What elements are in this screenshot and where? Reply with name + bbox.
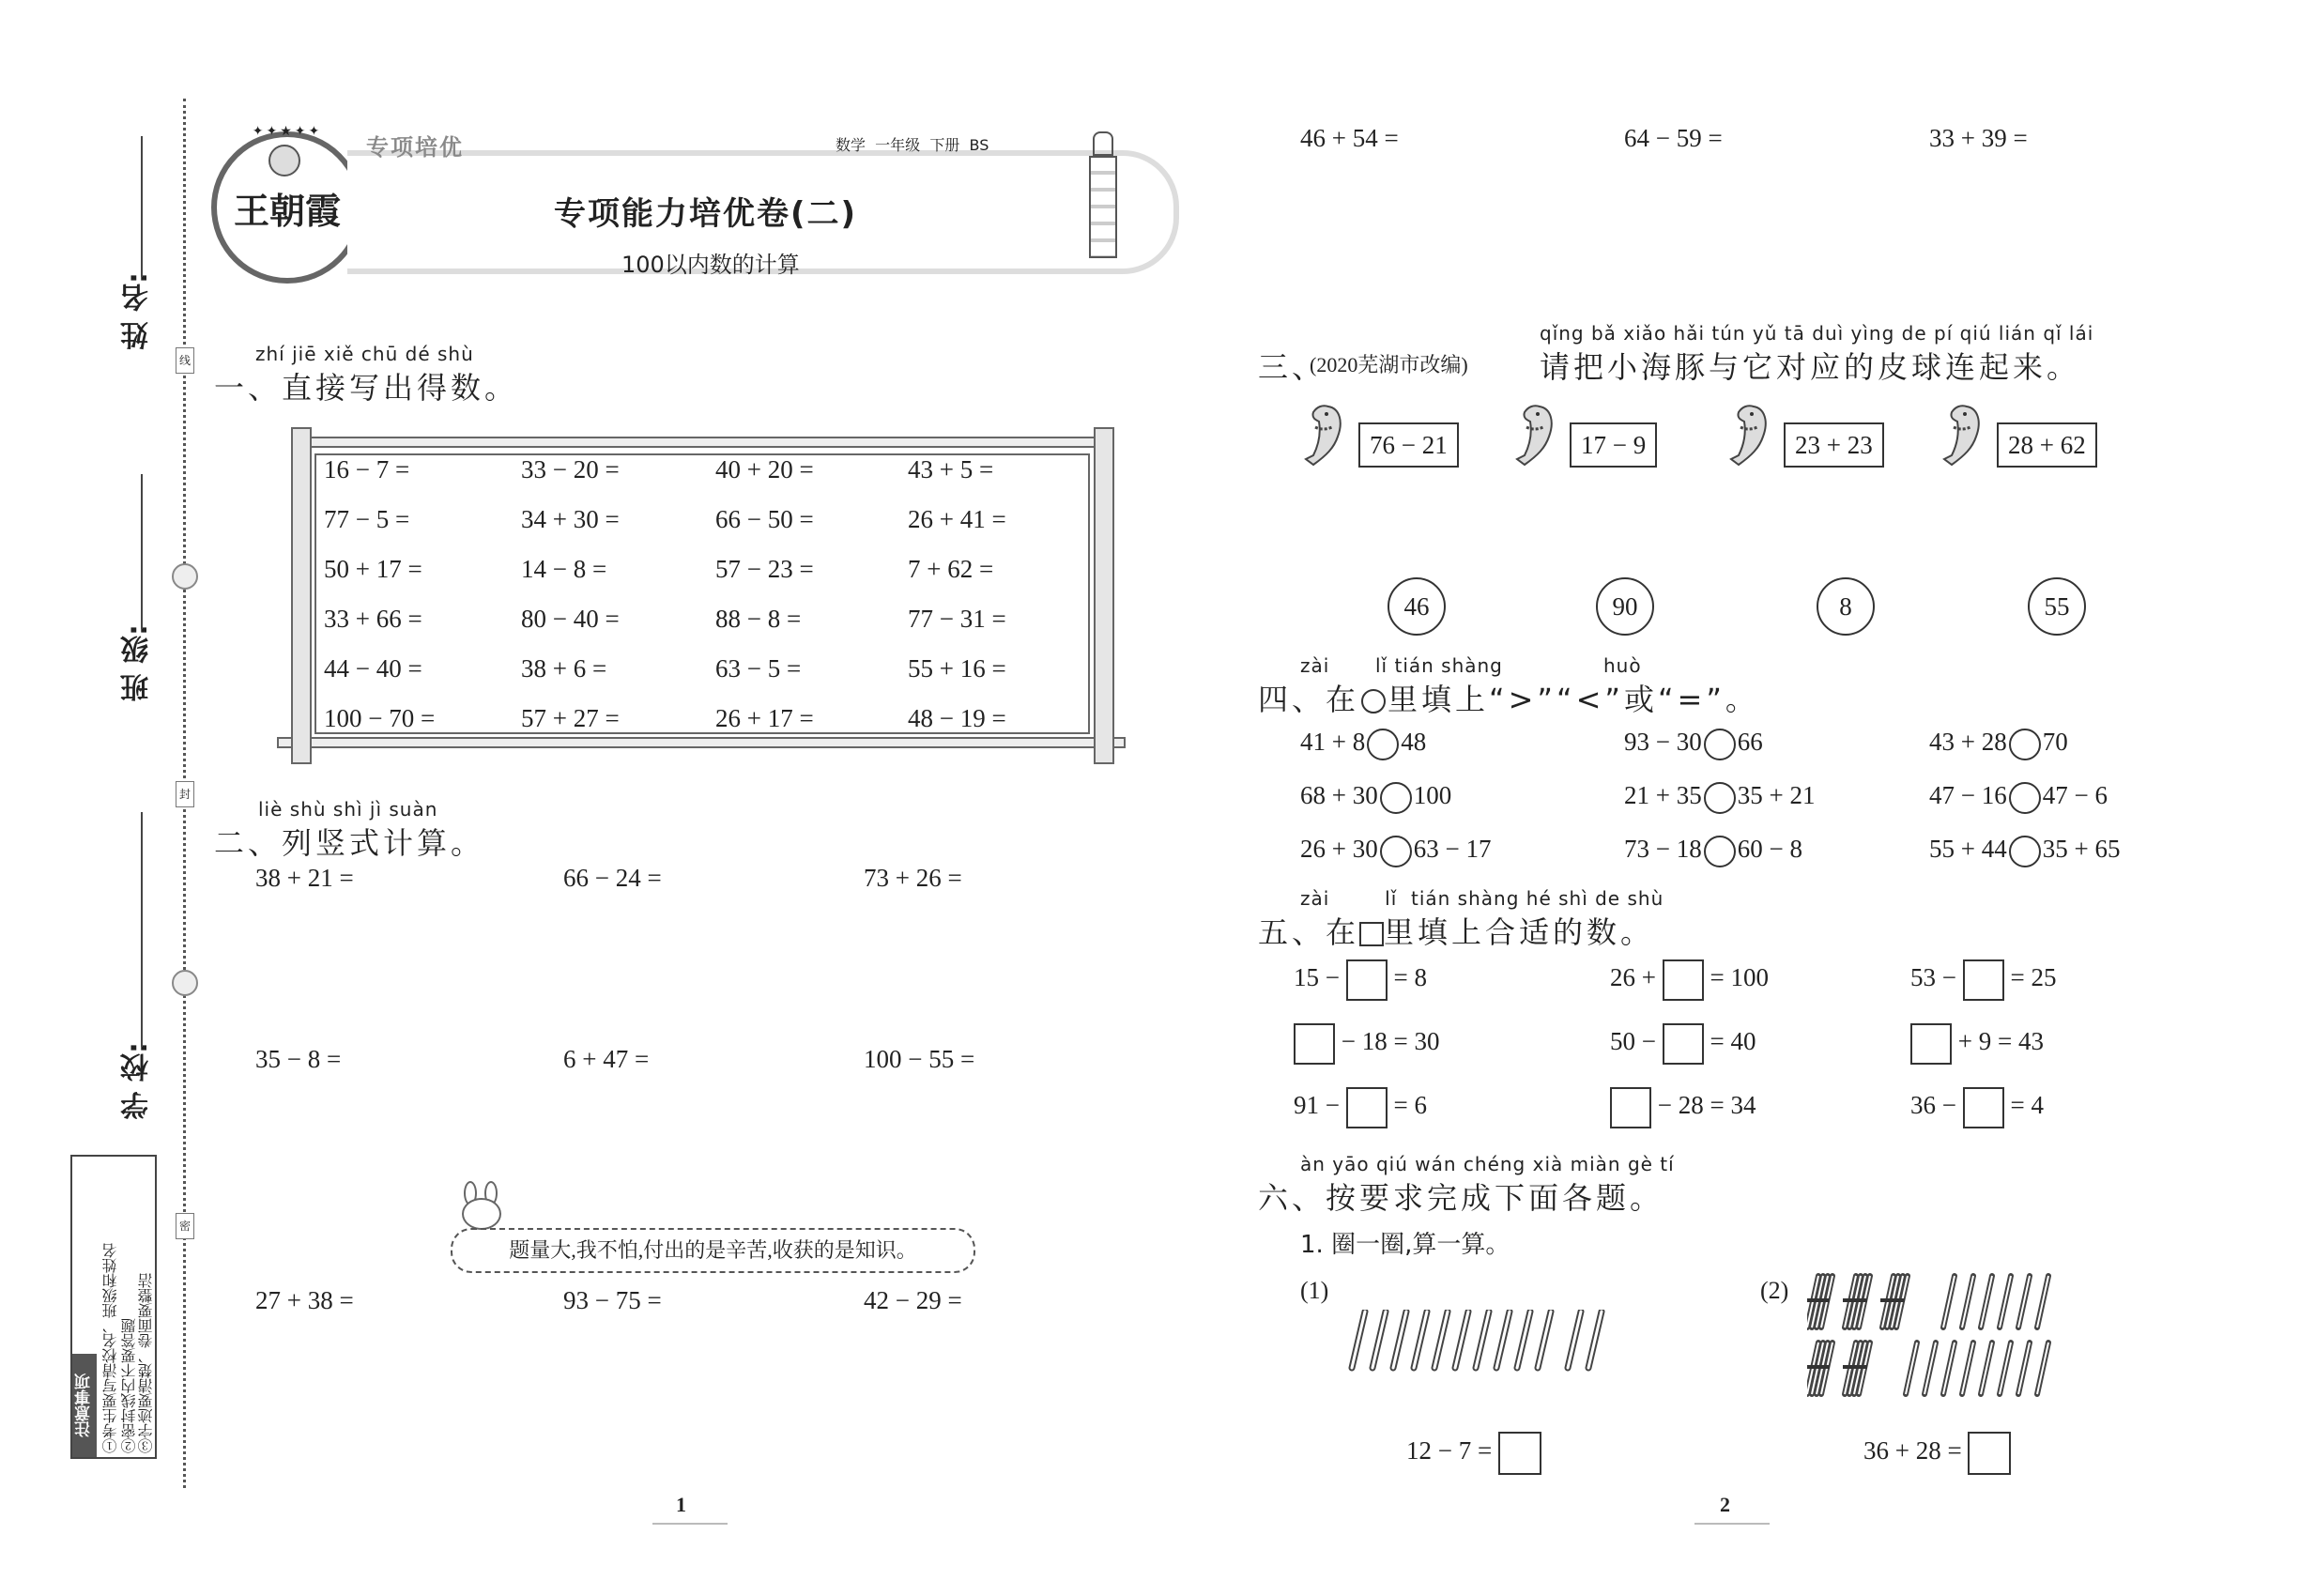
compare-circle[interactable] [1704,836,1736,867]
answer-box[interactable] [1346,959,1388,1001]
mental-calc-item: 40 + 20 = [715,455,814,483]
compare-left: 43 + 28 [1929,728,2007,756]
answer-box[interactable] [1610,1087,1651,1128]
equation-item: 64 − 59 = [1624,124,1723,152]
ball-circle[interactable]: 90 [1596,577,1654,636]
school-field[interactable] [141,812,143,1047]
section6-title: 六、按要求完成下面各题。 [1258,1180,1664,1216]
fill-box-item [1610,959,1769,1001]
answer-box[interactable] [1663,959,1704,1001]
mental-calc-item: 34 + 30 = [521,505,620,533]
brand-name: 王朝霞 [233,192,341,232]
vertical-calc-item: 27 + 38 = [255,1286,354,1314]
compare-left: 26 + 30 [1300,835,1378,863]
fill-right: = 4 [2010,1091,2044,1120]
fill-box-item [1610,1023,1756,1065]
fill-right: − 28 = 34 [1657,1091,1756,1120]
compare-right: 60 − 8 [1737,835,1802,863]
answer-box[interactable] [1663,1023,1704,1065]
part2-label: (2) [1760,1277,1789,1304]
compare-left: 47 − 16 [1929,781,2007,809]
mental-calc-item: 43 + 5 = [908,455,994,483]
mental-calc-item: 16 − 7 = [324,455,410,483]
page-ornament [652,1523,728,1525]
compare-item [1300,781,1451,814]
motto-bubble: 题量大,我不怕,付出的是辛苦,收获的是知识。 [451,1228,975,1273]
section3-prefix: 三、 [1258,349,1326,385]
mental-calc-item: 66 − 50 = [715,505,814,533]
notice-box [70,1155,157,1459]
square-symbol-icon [1359,922,1384,946]
lighthouse-icon [1089,131,1117,258]
section4-pinyin: lǐ tián shàng [1375,654,1503,677]
mental-calc-item: 48 − 19 = [908,704,1006,732]
circle-calc-eq2 [1863,1432,2011,1475]
compare-circle[interactable] [2009,836,2041,867]
fill-box-item [1910,1023,2044,1065]
fill-box-item [1294,959,1427,1001]
section4-pinyin: zài [1300,654,1330,677]
mental-calc-item: 38 + 6 = [521,654,607,683]
compare-left: 73 − 18 [1624,835,1702,863]
notice-item: ①考生要写清校名、班级和姓名 [103,1243,119,1453]
page-number-left: 1 [676,1493,686,1516]
mental-calc-item: 57 − 23 = [715,555,814,583]
section6-subtitle: 1. 圈一圈,算一算。 [1300,1231,1510,1259]
class-label: 班 级: [121,624,154,702]
frame-post-left [291,427,312,764]
vertical-calc-item: 73 + 26 = [864,864,962,892]
section3-title: 请把小海豚与它对应的皮球连起来。 [1540,349,2081,385]
compare-circle[interactable] [1367,729,1399,760]
header-meta: 数学 一年级 下册 BS [836,136,989,154]
compare-item [1624,781,1815,814]
compare-left: 68 + 30 [1300,781,1378,809]
compare-right: 63 − 17 [1413,835,1492,863]
fill-box-item [1910,1087,2044,1128]
mental-calc-item: 88 − 8 = [715,605,802,633]
seal-mark: 封 [176,781,194,807]
answer-box[interactable] [1963,1087,2004,1128]
fill-box-item [1910,959,2056,1001]
fill-box-item [1294,1087,1427,1128]
mental-calc-item: 33 + 66 = [324,605,422,633]
compare-circle[interactable] [1380,836,1412,867]
fill-right: = 6 [1393,1091,1427,1120]
page-title: 专项能力培优卷(二) [554,195,858,233]
section5-pinyin: zài lǐ tián shàng hé shì de shù [1300,887,1664,910]
dolphin-expression[interactable]: 28 + 62 [1997,422,2097,468]
vertical-calc-item: 93 − 75 = [563,1286,662,1314]
notice-title: 注意事项 [72,1354,97,1457]
compare-item [1929,835,2120,867]
mental-calc-item: 33 − 20 = [521,455,620,483]
vertical-calc-item: 100 − 55 = [864,1045,975,1073]
compare-left: 21 + 35 [1624,781,1702,809]
compare-item [1624,728,1763,760]
fill-box-item [1294,1023,1439,1065]
dolphin-expression[interactable]: 17 − 9 [1570,422,1657,468]
compare-circle[interactable] [1704,782,1736,814]
sticks-group-64[interactable] [1807,1272,2070,1404]
answer-box[interactable] [1294,1023,1335,1065]
equation-item: 33 + 39 = [1929,124,2028,152]
section5-title-a: 五、在 [1258,914,1360,950]
dolphin-icon [1725,399,1782,469]
ball-circle[interactable]: 8 [1817,577,1875,636]
answer-box[interactable] [1968,1432,2011,1475]
answer-box[interactable] [1498,1432,1541,1475]
brand-logo [211,124,363,284]
section3-pinyin: qǐng bǎ xiǎo hǎi tún yǔ tā duì yìng de pí qiú lián qǐ lái [1540,322,2094,345]
mental-calc-item: 7 + 62 = [908,555,994,583]
vertical-calc-item: 66 − 24 = [563,864,662,892]
compare-right: 66 [1737,728,1763,756]
compare-right: 47 − 6 [2042,781,2108,809]
frame-bar-bottom [277,737,1126,748]
binding-hole [172,970,198,996]
compare-circle[interactable] [1380,782,1412,814]
section4-title-b: 里填上“>”“<”或“=”。 [1388,682,1759,717]
compare-item [1300,728,1426,760]
page-subtitle: 100以内数的计算 [621,252,800,278]
binding-hole [172,563,198,590]
vertical-calc-item: 38 + 21 = [255,864,354,892]
mental-calc-item: 14 − 8 = [521,555,607,583]
section2-title: 二、列竖式计算。 [214,825,485,861]
compare-right: 35 + 65 [2042,835,2121,863]
mental-calc-item: 100 − 70 = [324,704,436,732]
ball-circle[interactable]: 46 [1388,577,1446,636]
part1-label: (1) [1300,1277,1329,1304]
seal-mark: 线 [176,347,194,374]
mental-calc-item: 44 − 40 = [324,654,422,683]
section1-title: 一、直接写出得数。 [214,370,519,406]
dolphin-icon [1939,399,1995,469]
section4-title [1258,676,1759,719]
mental-calc-item: 57 + 27 = [521,704,620,732]
fill-left: 15 − [1294,963,1340,992]
name-label: 姓 名: [121,272,154,350]
compare-item [1929,728,2068,760]
section4-title-a: 四、在 [1258,682,1360,717]
rabbit-icon [458,1181,505,1228]
section2-pinyin: liè shù shì jì suàn [258,798,438,821]
dolphin-expression[interactable]: 76 − 21 [1358,422,1459,468]
section5-title [1258,909,1654,952]
compare-item [1624,835,1802,867]
section3-source: (2020芜湖市改编) [1310,353,1468,376]
fill-left: 36 − [1910,1091,1956,1120]
mental-calc-item: 80 − 40 = [521,605,620,633]
compare-right: 48 [1401,728,1427,756]
vertical-calc-item: 6 + 47 = [563,1045,650,1073]
eq1-text: 12 − 7 = [1406,1436,1493,1466]
compare-right: 35 + 21 [1737,781,1816,809]
vertical-calc-item: 42 − 29 = [864,1286,962,1314]
frame-bar-top [296,437,1107,448]
fill-right: − 18 = 30 [1341,1027,1440,1056]
equation-item: 46 + 54 = [1300,124,1399,152]
fill-right: = 25 [2010,963,2057,992]
vertical-calc-item: 35 − 8 = [255,1045,342,1073]
fill-right: = 40 [1710,1027,1756,1056]
section6-pinyin: àn yāo qiú wán chéng xià miàn gè tí [1300,1153,1675,1175]
compare-left: 41 + 8 [1300,728,1366,756]
page-ornament [1694,1523,1770,1525]
compare-left: 55 + 44 [1929,835,2007,863]
fill-left: 53 − [1910,963,1956,992]
circle-symbol-icon [1361,689,1386,714]
notice-item: ②密封线内不要答题 [122,1318,138,1453]
portrait-icon [268,145,300,176]
compare-circle[interactable] [2009,782,2041,814]
dolphin-expression[interactable]: 23 + 23 [1784,422,1884,468]
class-field[interactable] [141,474,143,629]
section1-pinyin: zhí jiē xiě chū dé shù [255,343,474,365]
answer-box[interactable] [1963,959,2004,1001]
mental-calc-item: 55 + 16 = [908,654,1006,683]
fill-box-item [1610,1087,1756,1128]
compare-item [1300,835,1491,867]
name-field[interactable] [141,136,143,277]
crown-icon: ✦✦★✦✦ [252,124,323,139]
seal-mark: 密 [176,1213,194,1239]
compare-left: 93 − 30 [1624,728,1702,756]
ball-circle[interactable]: 55 [2028,577,2086,636]
fill-right: = 8 [1393,963,1427,992]
eq2-text: 36 + 28 = [1863,1436,1962,1466]
page-number-right: 2 [1720,1493,1730,1516]
mental-calc-item: 26 + 17 = [715,704,814,732]
mental-calc-item: 77 − 31 = [908,605,1006,633]
dolphin-icon [1511,399,1568,469]
dolphin-icon [1300,399,1357,469]
mental-calc-item: 63 − 5 = [715,654,802,683]
compare-circle[interactable] [1704,729,1736,760]
fill-left: 91 − [1294,1091,1340,1120]
answer-box[interactable] [1346,1087,1388,1128]
notice-item: ③字迹要清楚、卷面要整洁 [139,1273,155,1453]
compare-circle[interactable] [2009,729,2041,760]
mental-calc-item: 26 + 41 = [908,505,1006,533]
mental-calc-item: 77 − 5 = [324,505,410,533]
circle-calc-eq1 [1406,1432,1541,1475]
sticks-group-12[interactable] [1342,1310,1624,1375]
fill-right: = 100 [1710,963,1769,992]
school-label: 学 校: [121,1042,154,1120]
fill-right: + 9 = 43 [1957,1027,2044,1056]
fill-left: 50 − [1610,1027,1656,1056]
compare-item [1929,781,2108,814]
frame-post-right [1094,427,1114,764]
section5-title-b: 里填上合适的数。 [1384,914,1655,950]
compare-right: 70 [2042,728,2068,756]
section4-pinyin: huò [1603,654,1642,677]
frame-inner [314,453,1090,734]
fill-left: 26 + [1610,963,1656,992]
mental-calc-item: 50 + 17 = [324,555,422,583]
header-tag: 专项培优 [366,134,464,161]
compare-right: 100 [1413,781,1452,809]
answer-box[interactable] [1910,1023,1952,1065]
